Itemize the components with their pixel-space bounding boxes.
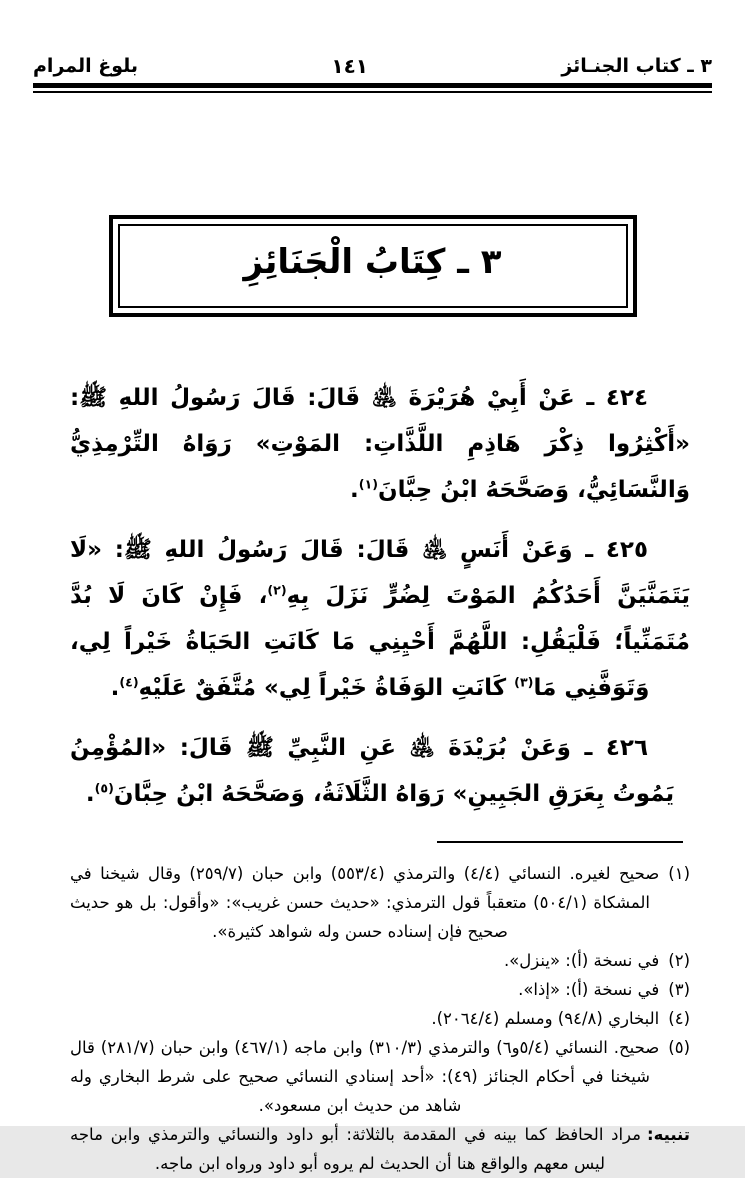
footnote-1-text: صحيح لغيره. النسائي (٤/٤) والترمذي (٥٥٣/٤) وابن حبان (٢٥٩/٧) وقال شيخنا في المشكاة (٥٠٤/١) متعقباً قول الترمذي: «حديث حسن غريب»: «وأقول: بل هو حديث صحيح فإن إسناده حسن وله شواهد كثيرة». (70, 864, 660, 941)
hadith-424: ٤٢٤ ـ عَنْ أَبِيْ هُرَيْرَةَ ﵁ قَالَ: قَالَ رَسُولُ اللهِ ﷺ: «أَكْثِرُوا ذِكْرَ هَاذِمِ اللَّذَّاتِ: المَوْتِ» رَوَاهُ التِّرْمِذِيُّ وَالنَّسَائِيُّ، وَصَحَّحَهُ ابْنُ حِبَّانَ$^{(١)}$. (70, 385, 690, 503)
footnote-2-text: في نسخة (أ): «ينزل». (503, 951, 660, 970)
chapter-title-box-inner (118, 224, 628, 308)
tanbih-note (70, 1120, 690, 1178)
footnote-5 (70, 1033, 690, 1120)
tanbih-text: مراد الحافظ كما بينه في المقدمة بالثلاثة: أبو داود والنسائي والترمذي وابن ماجه ليس معهم والواقع هنا أن الحديث لم يروه أبو داود ورواه ابن ماجه. (70, 1125, 641, 1173)
footnote-4-marker: (٤) (668, 1009, 690, 1028)
footnote-1 (70, 859, 690, 946)
hadith-425: ٤٢٥ ـ وَعَنْ أَنَسٍ ﵁ قَالَ: قَالَ رَسُولُ اللهِ ﷺ: «لَا يَتَمَنَّيَنَّ أَحَدُكُمُ المَوْتَ لِضُرٍّ نَزَلَ بِهِ$^{(٢)}$، فَإِنْ كَانَ لَا بُدَّ مُتَمَنِّياً؛ فَلْيَقُلِ: اللَّهُمَّ أَحْيِنِي مَا كَانَتِ الحَيَاةُ خَيْراً لِي، وَتَوَفَّنِي مَا$^{(٣)}$ كَانَتِ الوَفَاةُ خَيْراً لِي» مُتَّفَقٌ عَلَيْهِ$^{(٤)}$. (70, 537, 690, 701)
footnote-2-marker: (٢) (668, 951, 690, 970)
footnote-3 (70, 975, 690, 1004)
header-page-number: ١٤١ (331, 54, 368, 78)
chapter-title-box (109, 215, 637, 317)
footnote-5-text: صحيح. النسائي (٥/٤و٦) والترمذي (٣١٠/٣) وابن ماجه (٤٦٧/١) وابن حبان (٢٨١/٧) قال شيخنا في أحكام الجنائز (٤٩): «أحد إسنادي النسائي صحيح على شرط البخاري وله شاهد من حديث ابن مسعود». (70, 1038, 660, 1115)
footnote-1-marker: (١) (668, 864, 690, 883)
footnote-3-marker: (٣) (668, 980, 690, 999)
chapter-title: ٣ ـ كِتَابُ الْجَنَائِزِ (243, 242, 502, 282)
hadith-426: ٤٢٦ ـ وَعَنْ بُرَيْدَةَ ﵁ عَنِ النَّبِيِّ ﷺ قَالَ: «المُؤْمِنُ يَمُوتُ بِعَرَقِ الجَبِينِ» رَوَاهُ الثَّلَاثَةُ، وَصَحَّحَهُ ابْنُ حِبَّانَ$^{(٥)}$. (70, 735, 675, 807)
footnotes-section (0, 843, 745, 1178)
header-double-rule (33, 83, 712, 93)
footnote-4-text: البخاري (٩٤/٨) ومسلم (٢٠٦٤/٤). (431, 1009, 660, 1028)
hadith-body (0, 317, 745, 817)
footnote-4 (70, 1004, 690, 1033)
header-chapter-title: ٣ ـ كتاب الجنـائز (561, 55, 712, 78)
page-header (0, 0, 745, 83)
tanbih-label: تنبيه: (646, 1125, 690, 1144)
footnote-2 (70, 946, 690, 975)
header-book-title: بلوغ المرام (33, 55, 139, 78)
footnote-3-text: في نسخة (أ): «إذا». (518, 980, 660, 999)
footnote-5-marker: (٥) (668, 1038, 690, 1057)
